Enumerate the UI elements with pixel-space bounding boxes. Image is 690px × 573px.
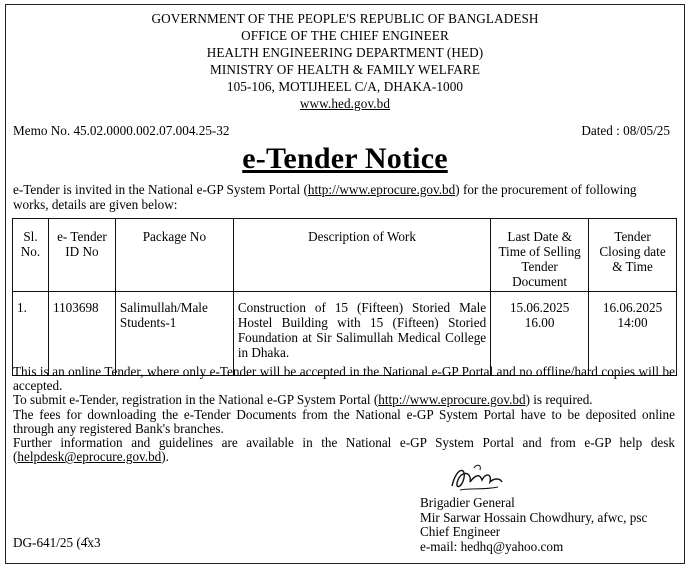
selling-date: 15.06.2025 bbox=[509, 300, 570, 315]
eprocure-link[interactable]: http://www.eprocure.gov.bd bbox=[307, 182, 456, 197]
note-fees: The fees for downloading the e-Tender Documents from the National e-GP System Portal have to be deposited online through any registered Bank's branches. bbox=[13, 406, 675, 436]
memo-date: Dated : 08/05/25 bbox=[581, 123, 670, 138]
closing-time: 14:00 bbox=[617, 315, 648, 330]
col-header-description: Description of Work bbox=[233, 219, 490, 292]
dg-reference: DG-641/25 (4̂x3 bbox=[13, 535, 101, 550]
notes-section bbox=[13, 365, 675, 464]
selling-time: 16.00 bbox=[524, 315, 555, 330]
eprocure-link-2[interactable]: http://www.eprocure.gov.bd bbox=[378, 392, 526, 408]
intro-text-before: e-Tender is invited in the National e-GP System Portal ( bbox=[13, 182, 308, 197]
cell-selling-date bbox=[491, 292, 589, 376]
tender-notice-page bbox=[5, 4, 685, 564]
header-line-5: 105-106, MOTIJHEEL C/A, DHAKA-1000 bbox=[226, 79, 464, 94]
signatory-rank: Brigadier General bbox=[420, 495, 515, 510]
signatory-email: e-mail: hedhq@yahoo.com bbox=[420, 538, 564, 554]
col-header-sl: Sl. No. bbox=[13, 219, 49, 292]
memo-number: Memo No. 45.02.0000.002.07.004.25-32 bbox=[13, 123, 230, 138]
intro-text-after: ) for the procurement of following works, details are given below: bbox=[13, 182, 637, 212]
tender-table bbox=[12, 218, 677, 376]
website-link[interactable]: www.hed.gov.bd bbox=[299, 96, 391, 111]
handwritten-signature bbox=[446, 460, 506, 496]
header-line-3: HEALTH ENGINEERING DEPARTMENT (HED) bbox=[206, 45, 484, 60]
cell-sl: 1. bbox=[13, 292, 49, 376]
intro-paragraph bbox=[13, 182, 675, 212]
note-online-tender: This is an online Tender, where only e-Tender will be accepted in the National e-GP Portal and no offline/hard copies will be accepted. bbox=[13, 364, 675, 394]
cell-description: Construction of 15 (Fifteen) Storied Male Hostel Building with 15 (Fifteen) Storied Foundation at Sir Salimullah Medical College in Dhaka. bbox=[233, 292, 490, 376]
header-line-1: GOVERNMENT OF THE PEOPLE'S REPUBLIC OF BANGLADESH bbox=[151, 11, 539, 26]
col-header-selling-date: Last Date & Time of Selling Tender Document bbox=[491, 219, 589, 292]
signatory-designation: Chief Engineer bbox=[420, 524, 501, 540]
col-header-tender-id: e- Tender ID No bbox=[48, 219, 115, 292]
closing-date: 16.06.2025 bbox=[602, 300, 663, 315]
table-header-row bbox=[13, 219, 677, 292]
signatory-block bbox=[420, 496, 647, 554]
col-header-closing-date: Tender Closing date & Time bbox=[589, 219, 677, 292]
notice-title: e-Tender Notice bbox=[242, 142, 448, 175]
note-helpdesk: Further information and guidelines are available in the National e-GP System Portal and from e-GP help desk (helpdesk@eprocure.gov.bd). bbox=[13, 435, 675, 465]
memo-line bbox=[13, 123, 670, 139]
col-header-package: Package No bbox=[115, 219, 233, 292]
cell-tender-id: 1103698 bbox=[48, 292, 115, 376]
table-row bbox=[13, 292, 677, 376]
helpdesk-email-link[interactable]: helpdesk@eprocure.gov.bd bbox=[17, 449, 162, 465]
letterhead bbox=[6, 10, 684, 112]
header-line-2: OFFICE OF THE CHIEF ENGINEER bbox=[241, 28, 449, 43]
signatory-name: Mir Sarwar Hossain Chowdhury, afwc, psc bbox=[420, 509, 648, 525]
header-line-4: MINISTRY OF HEALTH & FAMILY WELFARE bbox=[210, 62, 480, 77]
cell-closing-date bbox=[589, 292, 677, 376]
cell-package: Salimullah/Male Students-1 bbox=[115, 292, 233, 376]
note-registration: To submit e-Tender, registration in the National e-GP System Portal (http://www.eprocure.gov.bd) is required. bbox=[13, 392, 593, 408]
